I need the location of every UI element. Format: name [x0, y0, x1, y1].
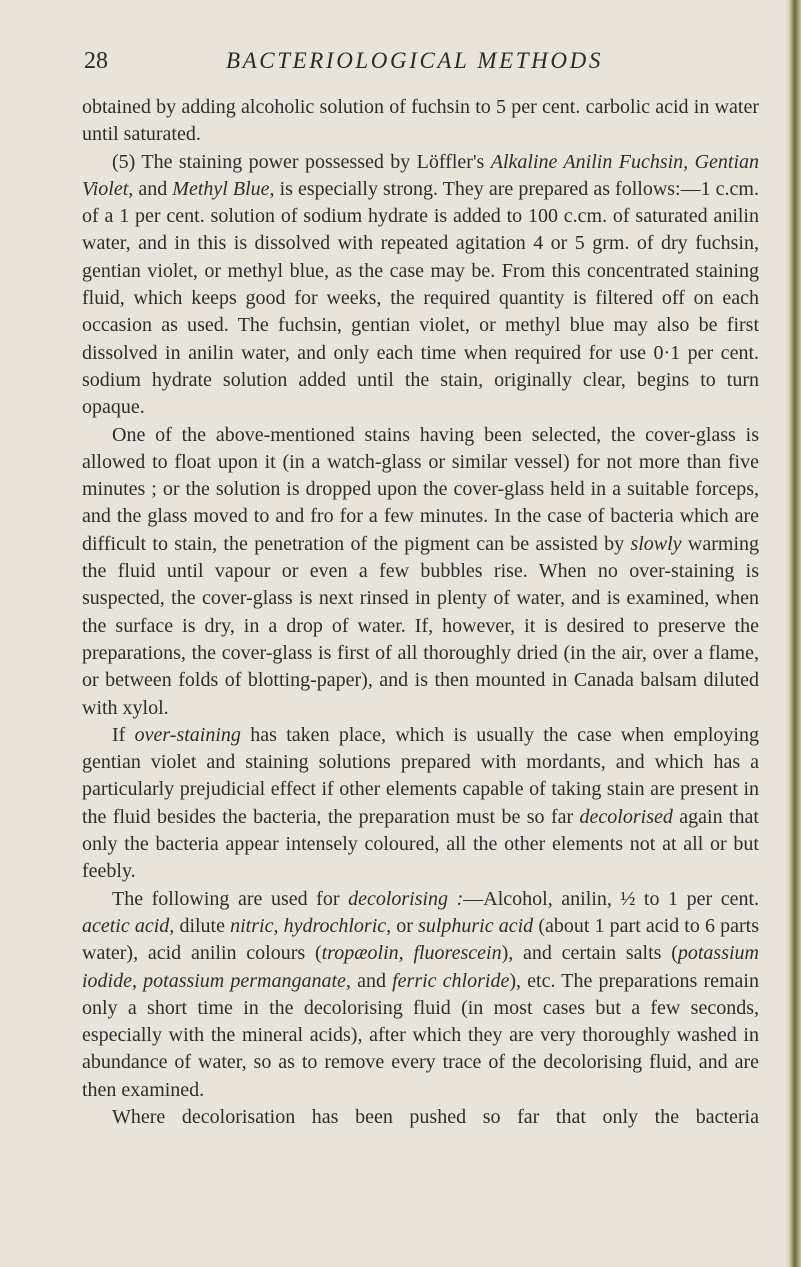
paragraph [82, 722, 759, 886]
text-run: or [391, 914, 419, 937]
text-run: and [133, 177, 173, 200]
text-run: and [350, 969, 393, 992]
text-run: ), etc. The preparations remain only a short time in the decolorising fluid (in most cases but a few seconds, especially with the mineral acids), after which they are very thoroughly washed in abundance of water, so as to remove every trace of the decolorising fluid, and are then examined. [82, 969, 759, 1101]
page-header [0, 48, 801, 78]
page-edge [785, 0, 801, 1267]
text-run: warming the fluid until vapour or even a few bubbles rise. When no over-staining is suspected, the cover-glass is next rinsed in plenty of water, and is examined, when the surface is dry, in a drop of water. If, however, it is desired to preserve the preparations, the cover-glass is first of all thoroughly dried (in the air, over a flame, or between folds of blotting-paper), and is then mounted in Canada balsam diluted with xylol. [82, 532, 760, 719]
italic-text: Alkaline Anilin Fuchsin, Gentian Violet, [82, 150, 759, 200]
text-run: obtained by adding alcoholic solution of fuchsin to 5 per cent. carbolic acid in water until saturated. [82, 96, 759, 146]
italic-text: Methyl Blue, [172, 177, 275, 200]
paragraph [82, 94, 759, 149]
paragraph [82, 1104, 759, 1131]
text-run: If [112, 723, 135, 746]
text-run: (about 1 part acid to 6 parts water), acid anilin colours ( [82, 914, 759, 965]
body-text [82, 94, 759, 1131]
italic-text: decolorising : [348, 887, 464, 910]
text-run: Where decolorisation has been pushed so far that only the bacteria [112, 1105, 759, 1128]
paragraph [82, 886, 759, 1104]
paragraph [82, 422, 759, 722]
text-run: ), and certain salts ( [501, 942, 678, 965]
italic-text: over-staining [134, 723, 241, 746]
text-run: The following are used for [112, 887, 349, 910]
text-run: (5) The staining power possessed by Löffler's [112, 150, 491, 173]
text-run: is especially strong. They are prepared as follows:—1 c.cm. of a 1 per cent. solution of sodium hydrate is added to 100 c.cm. of saturated anilin water, and in this is dissolved with repeated agitation 4 or 5 grm. of dry fuchsin, gentian violet, or methyl blue, as the case may be. From this concentrated staining fluid, which keeps good for weeks, the required quantity is filtered off on each occasion as used. The fuchsin, gentian violet, or methyl blue may also be first dissolved in anilin water, and only each time when required for use 0·1 per cent. sodium hydrate solution added until the stain, originally clear, begins to turn opaque. [82, 177, 759, 419]
italic-text: slowly [630, 532, 682, 555]
text-run: dilute [174, 914, 231, 937]
italic-text: tropæolin, fluorescein [321, 942, 502, 965]
italic-text: potassium iodide, potassium permanganate, [82, 942, 759, 992]
text-run: has taken place, which is usually the case when employing gentian violet and staining solutions prepared with mordants, and which has a particularly prejudicial effect if other elements capable of taking stain are present in the fluid besides the bacteria, the preparation must be so far [82, 723, 759, 828]
text-run: One of the above-mentioned stains having been selected, the cover-glass is allowed to float upon it (in a watch-glass or similar vessel) for not more than five minutes ; or the solution is dropped upon the cover-glass held in a suitable forceps, and the glass moved to and fro for a few minutes. In the case of bacteria which are difficult to stain, the penetration of the pigment can be assisted by [82, 423, 759, 555]
page-number: 28 [84, 48, 108, 74]
running-title: BACTERIOLOGICAL METHODS [226, 48, 603, 73]
text-run: again that only the bacteria appear intensely coloured, all the other elements not at all or but feebly. [82, 805, 759, 883]
italic-text: sulphuric acid [418, 914, 534, 937]
italic-text: acetic acid, [82, 914, 175, 937]
paragraph [82, 149, 759, 422]
italic-text: decolorised [579, 805, 673, 828]
italic-text: nitric, hydrochloric, [230, 914, 392, 937]
text-run: —Alcohol, anilin, ½ to 1 per cent. [463, 887, 760, 910]
italic-text: ferric chloride [392, 969, 510, 992]
